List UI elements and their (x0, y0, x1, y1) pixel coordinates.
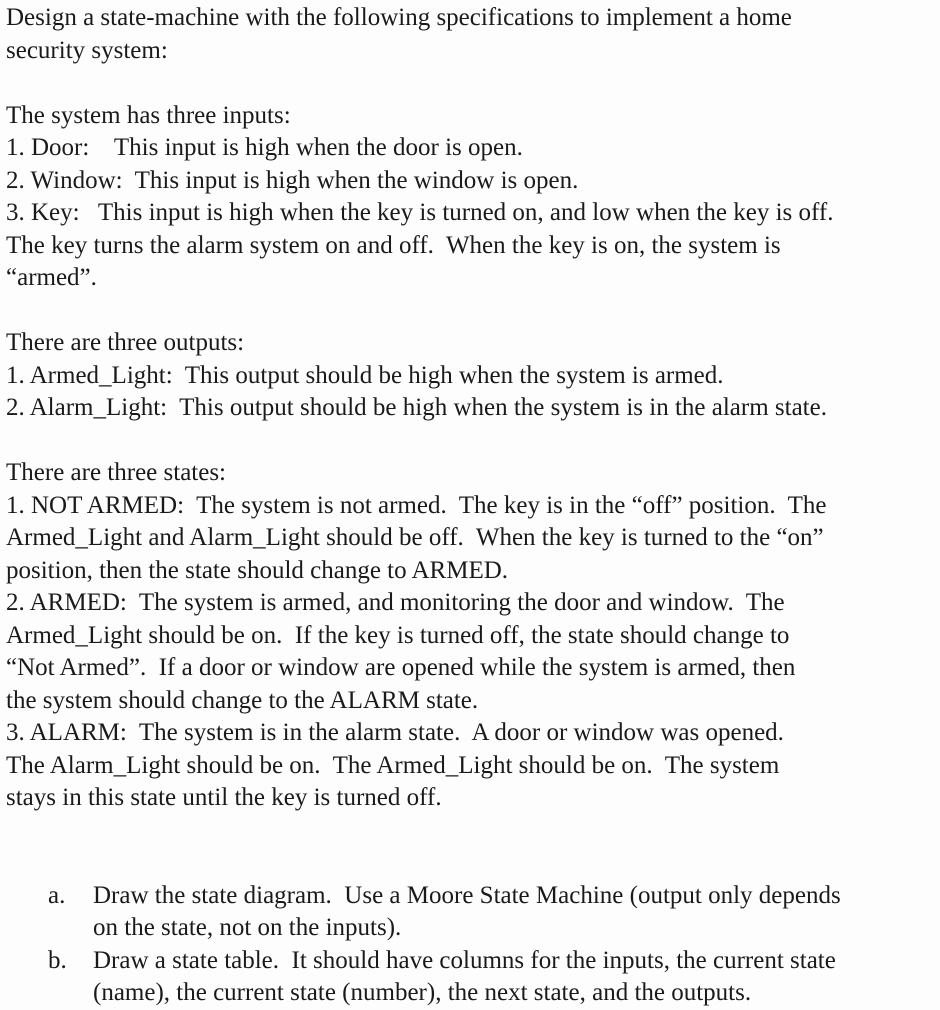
task-item-marker: b. (48, 946, 67, 974)
text-line: Armed_Light and Alarm_Light should be off. When the key is turned to the “on” (6, 524, 824, 551)
text-line: The Alarm_Light should be on. The Armed_Light should be on. The system (6, 751, 780, 779)
text-line: 3. ALARM: The system is in the alarm state. A door or window was opened. (6, 719, 784, 746)
text-line: 1. NOT ARMED: The system is not armed. The key is in the “off” position. The (6, 491, 827, 519)
task-item-text (93, 945, 940, 1010)
text-line: 3. Key: This input is high when the key is turned on, and low when the key is off. (6, 199, 834, 226)
text-line: the system should change to the ALARM state. (6, 686, 479, 714)
text-line: There are three states: (6, 459, 227, 486)
text-line: Draw the state diagram. Use a Moore State Machine (output only depends (93, 881, 841, 909)
text-line: (name), the current state (number), the next state, and the outputs. (93, 979, 752, 1006)
text-line: security system: (6, 36, 168, 64)
states-paragraph (6, 457, 940, 815)
text-line: 2. ARMED: The system is armed, and monitoring the door and window. The (6, 589, 785, 616)
text-line: “Not Armed”. If a door or window are opened while the system is armed, then (6, 654, 796, 681)
text-line: 2. Alarm_Light: This output should be high when the system is in the alarm state. (6, 394, 827, 421)
text-line: 2. Window: This input is high when the window is open. (6, 166, 579, 194)
intro-paragraph (6, 2, 940, 67)
text-line: Design a state-machine with the following specifications to implement a home (6, 4, 792, 31)
task-item-b (6, 945, 940, 1010)
task-item-text (93, 880, 940, 945)
text-line: The system has three inputs: (6, 101, 291, 129)
outputs-paragraph (6, 327, 940, 425)
text-line: There are three outputs: (6, 329, 245, 356)
text-line: Armed_Light should be on. If the key is turned off, the state should change to (6, 621, 790, 649)
task-list (6, 880, 940, 1010)
text-line: 1. Armed_Light: This output should be high when the system is armed. (6, 361, 724, 389)
text-line: 1. Door: This input is high when the door is open. (6, 134, 523, 161)
task-item-marker: a. (48, 881, 66, 909)
task-item-a (6, 880, 940, 945)
text-line: “armed”. (6, 264, 97, 291)
inputs-paragraph (6, 100, 940, 295)
text-line: Draw a state table. It should have columns for the inputs, the current state (93, 946, 836, 974)
text-line: stays in this state until the key is turned off. (6, 784, 442, 811)
text-line: on the state, not on the inputs). (93, 914, 402, 941)
text-line: position, then the state should change to ARMED. (6, 556, 509, 584)
text-line: The key turns the alarm system on and off. When the key is on, the system is (6, 231, 781, 259)
